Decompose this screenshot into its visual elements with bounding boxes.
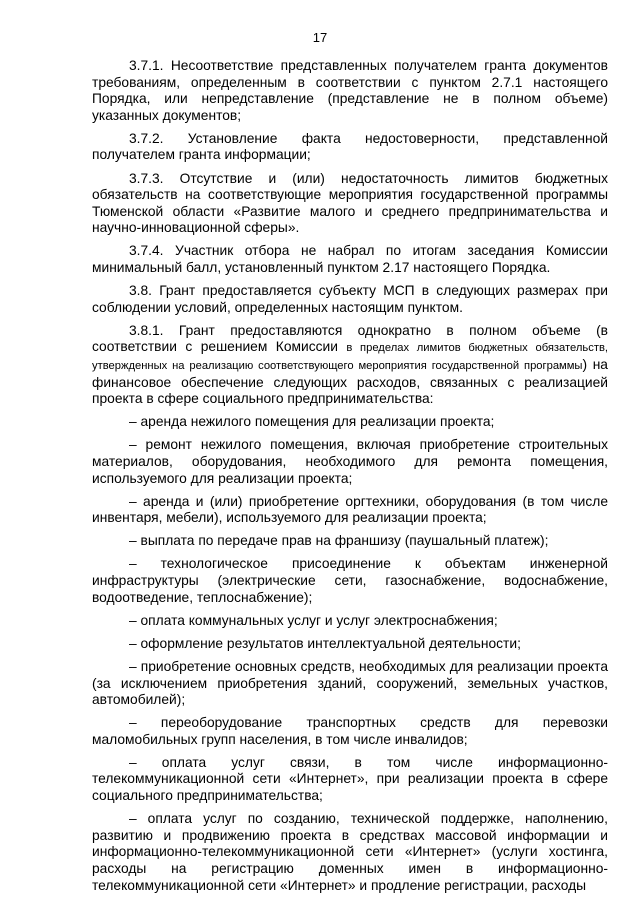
list-item-rent: – аренда нежилого помещения для реализации проекта; (129, 414, 495, 430)
list-item-franchise: – выплата по передаче прав на франшизу (паушальный платеж); (129, 533, 549, 549)
page-number: 17 (312, 30, 328, 45)
list-item-vehicle-conversion: – переоборудование транспортных средств для перевозки маломобильных групп населения, в том числе инвалидов; (92, 715, 608, 747)
list-item-fixed-assets: – приобретение основных средств, необходимых для реализации проекта (за исключением приобретения зданий, сооружений, земельных участков, автомобилей); (92, 658, 608, 708)
list-item-media-promotion: – оплата услуг по созданию, технической поддержке, наполнению, развитию и продвижению проекта в средствах массовой информации и информационно-телекоммуникационной сети «Интернет» (услуги хостинга, расходы на регистрацию доменных имен в информационно-телекоммуникационной сети «Интернет» и продление регистрации, расходы (92, 811, 608, 893)
clause-3-8-1-small-text: в пределах лимитов бюджетных обязательств, утвержденных на реализацию соответствующего мероприятия государственной программы (92, 342, 608, 372)
clause-3-7-1: 3.7.1. Несоответствие представленных получателем гранта документов требованиям, определенным в соответствии с пунктом 2.7.1 настоящего Порядка, или непредставление (представление не в полном объеме) указанных документов; (92, 58, 608, 123)
clause-3-8-1 (92, 323, 608, 408)
clause-3-8-1-part3: ) на финансовое обеспечение следующих расходов, связанных с реализацией проекта в сфере социального предпринимательства: (92, 357, 608, 407)
document-body (92, 58, 608, 901)
clause-3-7-4: 3.7.4. Участник отбора не набрал по итогам заседания Комиссии минимальный балл, установленный пунктом 2.17 настоящего Порядка. (92, 243, 608, 276)
list-item-intellectual-property: – оформление результатов интеллектуальной деятельности; (129, 635, 521, 651)
clause-3-7-2: 3.7.2. Установление факта недостоверности, представленной получателем гранта информации; (92, 130, 608, 163)
list-item-repair: – ремонт нежилого помещения, включая приобретение строительных материалов, оборудования, необходимого для ремонта помещения, используемого для реализации проекта; (92, 437, 608, 486)
list-item-utilities: – оплата коммунальных услуг и услуг электроснабжения; (129, 612, 498, 628)
list-item-communication: – оплата услуг связи, в том числе информационно-телекоммуникационной сети «Интернет», при реализации проекта в сфере социального предпринимательства; (92, 754, 608, 804)
clause-3-8: 3.8. Грант предоставляется субъекту МСП в следующих размерах при соблюдении условий, определенных настоящим пунктом. (92, 283, 608, 315)
clause-3-8-1-part1: 3.8.1. Грант предоставляются однократно в полном объеме (в соответствии с решением Комиссии (92, 322, 608, 355)
clause-3-7-3: 3.7.3. Отсутствие и (или) недостаточность лимитов бюджетных обязательств на соответствующие мероприятия государственной программы Тюменской области «Развитие малого и среднего предпринимательства и научно-инновационной сферы». (92, 170, 608, 236)
list-item-office-equipment: – аренда и (или) приобретение оргтехники, оборудования (в том числе инвентаря, мебели), используемого для реализации проекта; (92, 493, 608, 526)
list-item-connection: – технологическое присоединение к объектам инженерной инфраструктуры (электрические сети, газоснабжение, водоснабжение, водоотведение, теплоснабжение); (92, 556, 608, 605)
